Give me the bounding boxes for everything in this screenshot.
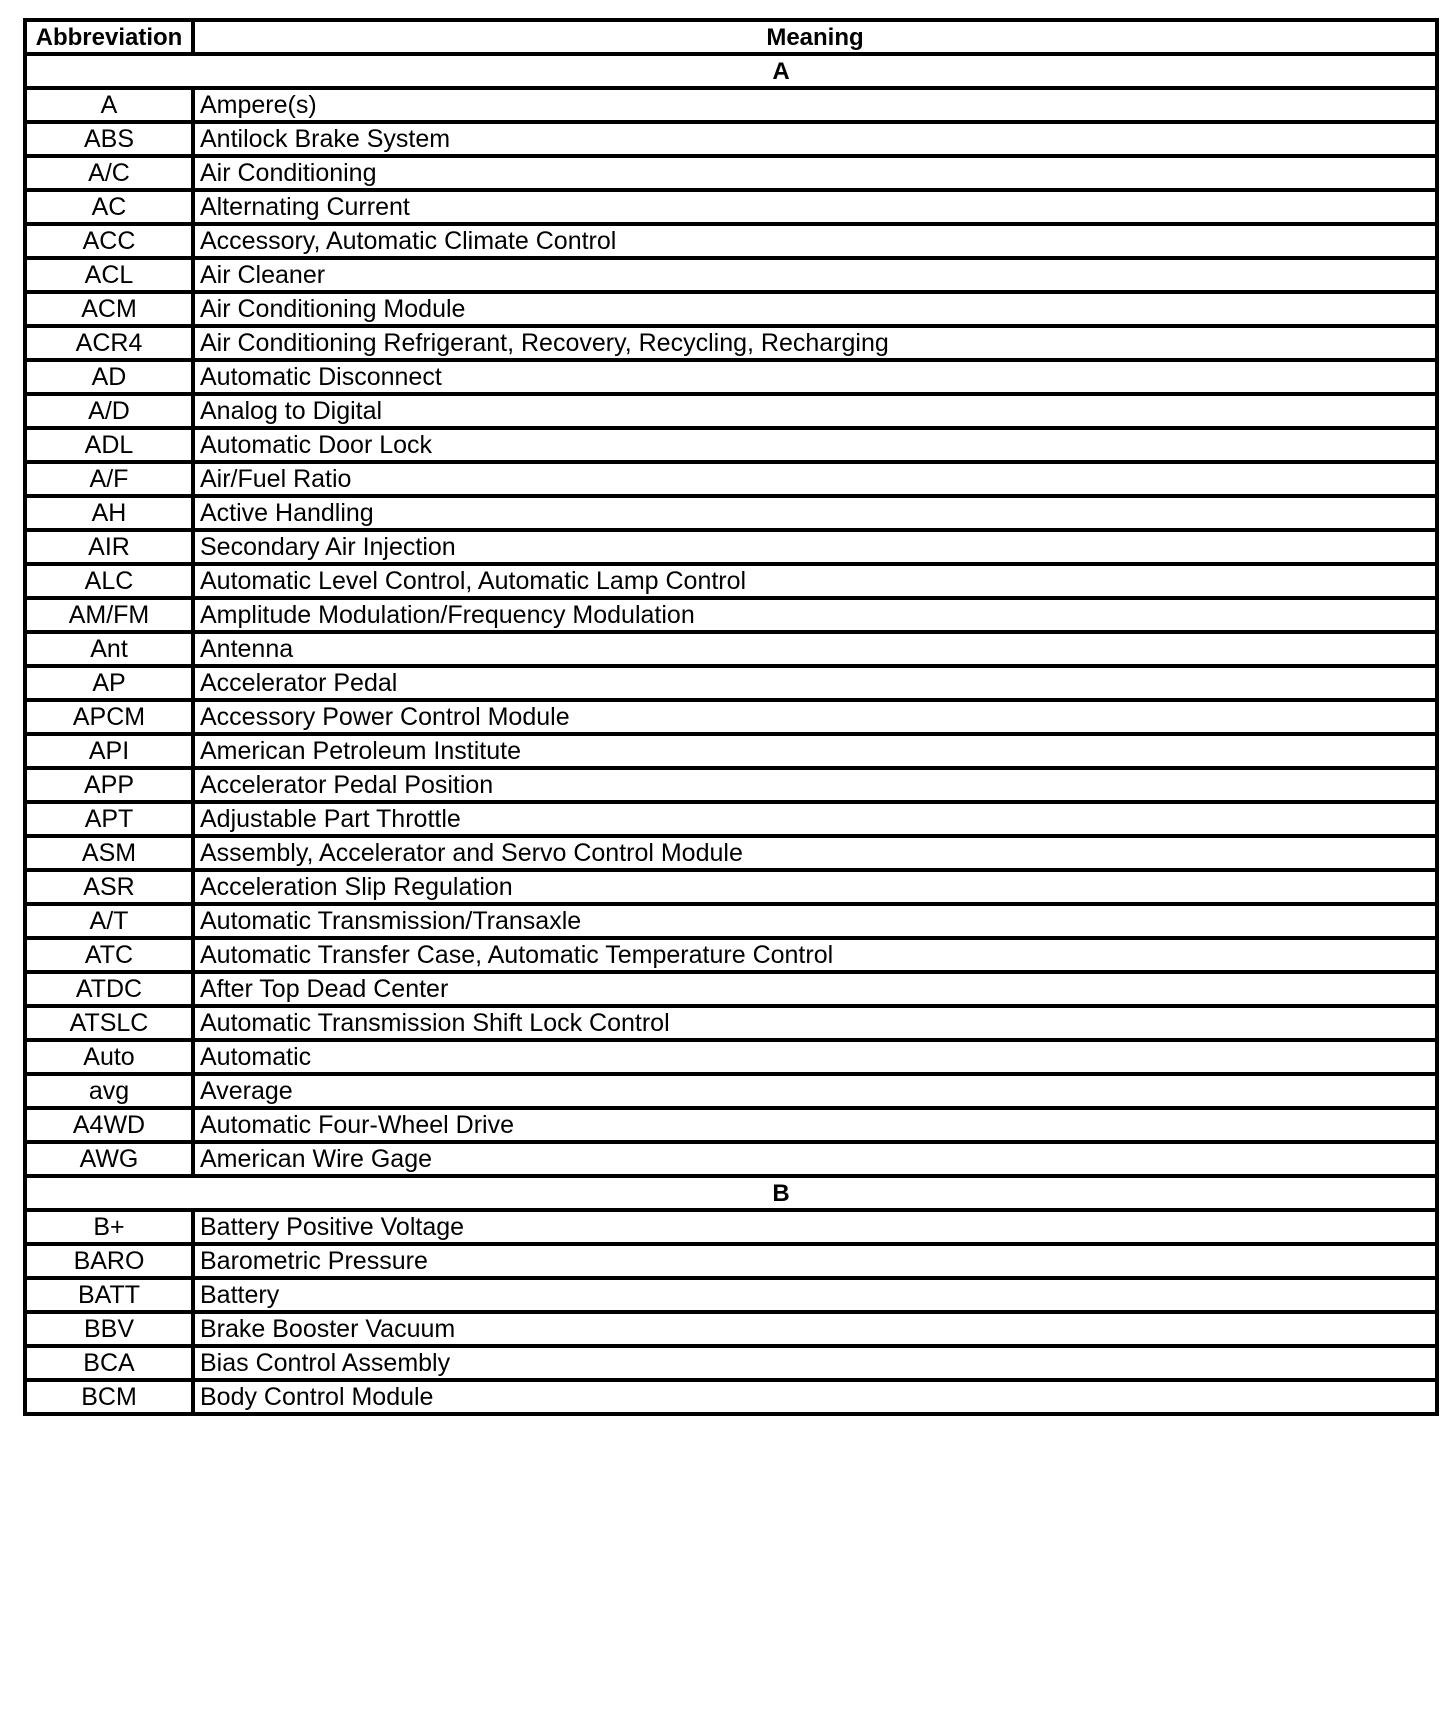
meaning-cell: Assembly, Accelerator and Servo Control Module [193,836,1437,870]
table-row [25,258,1437,292]
abbreviation-cell: API [25,734,193,768]
meaning-cell: Accelerator Pedal Position [193,768,1437,802]
meaning-cell: Air Conditioning Module [193,292,1437,326]
abbreviation-table [23,18,1439,1416]
table-row [25,1074,1437,1108]
abbreviation-cell: AWG [25,1142,193,1176]
table-row [25,1108,1437,1142]
table-row [25,836,1437,870]
abbreviation-cell: AH [25,496,193,530]
meaning-cell: Automatic Transfer Case, Automatic Temperature Control [193,938,1437,972]
meaning-cell: Air Cleaner [193,258,1437,292]
abbreviation-cell: BARO [25,1244,193,1278]
meaning-cell: Automatic Transmission/Transaxle [193,904,1437,938]
table-row [25,326,1437,360]
meaning-cell: Automatic Door Lock [193,428,1437,462]
table-row [25,700,1437,734]
abbreviation-cell: Auto [25,1040,193,1074]
meaning-cell: Automatic Four-Wheel Drive [193,1108,1437,1142]
table-row [25,88,1437,122]
abbreviation-cell: A/F [25,462,193,496]
table-row [25,1040,1437,1074]
abbreviation-cell: B+ [25,1210,193,1244]
section-letter: B [25,1176,1437,1210]
abbreviation-cell: AIR [25,530,193,564]
table-row [25,1142,1437,1176]
meaning-cell: Air Conditioning Refrigerant, Recovery, Recycling, Recharging [193,326,1437,360]
abbreviation-cell: ACL [25,258,193,292]
abbreviation-cell: A/T [25,904,193,938]
meaning-cell: Automatic [193,1040,1437,1074]
meaning-cell: Alternating Current [193,190,1437,224]
abbreviation-cell: Ant [25,632,193,666]
table-row [25,666,1437,700]
meaning-cell: Battery Positive Voltage [193,1210,1437,1244]
meaning-cell: After Top Dead Center [193,972,1437,1006]
abbreviation-cell: BATT [25,1278,193,1312]
table-row [25,156,1437,190]
meaning-cell: Secondary Air Injection [193,530,1437,564]
abbreviation-cell: A/C [25,156,193,190]
table-row [25,632,1437,666]
meaning-cell: Ampere(s) [193,88,1437,122]
abbreviation-cell: ATDC [25,972,193,1006]
table-row [25,734,1437,768]
table-row [25,1210,1437,1244]
meaning-cell: Automatic Transmission Shift Lock Control [193,1006,1437,1040]
abbreviation-cell: ACR4 [25,326,193,360]
table-row [25,224,1437,258]
meaning-cell: Accessory, Automatic Climate Control [193,224,1437,258]
section-row [25,54,1437,88]
meaning-cell: Battery [193,1278,1437,1312]
meaning-cell: Accelerator Pedal [193,666,1437,700]
table-row [25,802,1437,836]
meaning-cell: Barometric Pressure [193,1244,1437,1278]
abbreviation-cell: AD [25,360,193,394]
abbreviation-cell: ABS [25,122,193,156]
table-row [25,394,1437,428]
table-row [25,428,1437,462]
abbreviation-cell: AC [25,190,193,224]
abbreviation-cell: AM/FM [25,598,193,632]
abbreviation-cell: BBV [25,1312,193,1346]
table-row [25,190,1437,224]
abbreviation-cell: APCM [25,700,193,734]
abbreviation-cell: ACC [25,224,193,258]
meaning-cell: Average [193,1074,1437,1108]
table-row [25,972,1437,1006]
meaning-cell: Adjustable Part Throttle [193,802,1437,836]
table-row [25,360,1437,394]
meaning-cell: Automatic Disconnect [193,360,1437,394]
meaning-cell: Air/Fuel Ratio [193,462,1437,496]
table-row [25,1380,1437,1414]
table-row [25,768,1437,802]
meaning-cell: Body Control Module [193,1380,1437,1414]
abbreviation-cell: ATSLC [25,1006,193,1040]
table-row [25,1312,1437,1346]
meaning-cell: Antilock Brake System [193,122,1437,156]
meaning-cell: American Wire Gage [193,1142,1437,1176]
meaning-cell: Bias Control Assembly [193,1346,1437,1380]
header-abbreviation: Abbreviation [25,20,193,54]
header-row [25,20,1437,54]
abbreviation-cell: A/D [25,394,193,428]
abbreviation-cell: ALC [25,564,193,598]
table-row [25,1278,1437,1312]
table-body [25,54,1437,1414]
meaning-cell: Amplitude Modulation/Frequency Modulation [193,598,1437,632]
abbreviation-cell: APT [25,802,193,836]
section-row [25,1176,1437,1210]
abbreviation-cell: ADL [25,428,193,462]
meaning-cell: Analog to Digital [193,394,1437,428]
meaning-cell: Acceleration Slip Regulation [193,870,1437,904]
section-letter: A [25,54,1437,88]
abbreviation-cell: ATC [25,938,193,972]
meaning-cell: American Petroleum Institute [193,734,1437,768]
table-row [25,1346,1437,1380]
abbreviation-cell: ACM [25,292,193,326]
abbreviation-cell: ASM [25,836,193,870]
abbreviation-cell: AP [25,666,193,700]
abbreviation-cell: A [25,88,193,122]
meaning-cell: Automatic Level Control, Automatic Lamp Control [193,564,1437,598]
table-row [25,462,1437,496]
abbreviation-cell: avg [25,1074,193,1108]
table-row [25,292,1437,326]
abbreviation-cell: A4WD [25,1108,193,1142]
meaning-cell: Active Handling [193,496,1437,530]
table-row [25,564,1437,598]
table-row [25,938,1437,972]
abbreviation-cell: ASR [25,870,193,904]
meaning-cell: Brake Booster Vacuum [193,1312,1437,1346]
meaning-cell: Accessory Power Control Module [193,700,1437,734]
table-row [25,1006,1437,1040]
table-row [25,496,1437,530]
table-row [25,122,1437,156]
abbreviation-cell: BCM [25,1380,193,1414]
table-row [25,904,1437,938]
table-row [25,530,1437,564]
table-row [25,598,1437,632]
abbreviation-cell: BCA [25,1346,193,1380]
table-row [25,870,1437,904]
table-row [25,1244,1437,1278]
meaning-cell: Air Conditioning [193,156,1437,190]
meaning-cell: Antenna [193,632,1437,666]
header-meaning: Meaning [193,20,1437,54]
abbreviation-cell: APP [25,768,193,802]
